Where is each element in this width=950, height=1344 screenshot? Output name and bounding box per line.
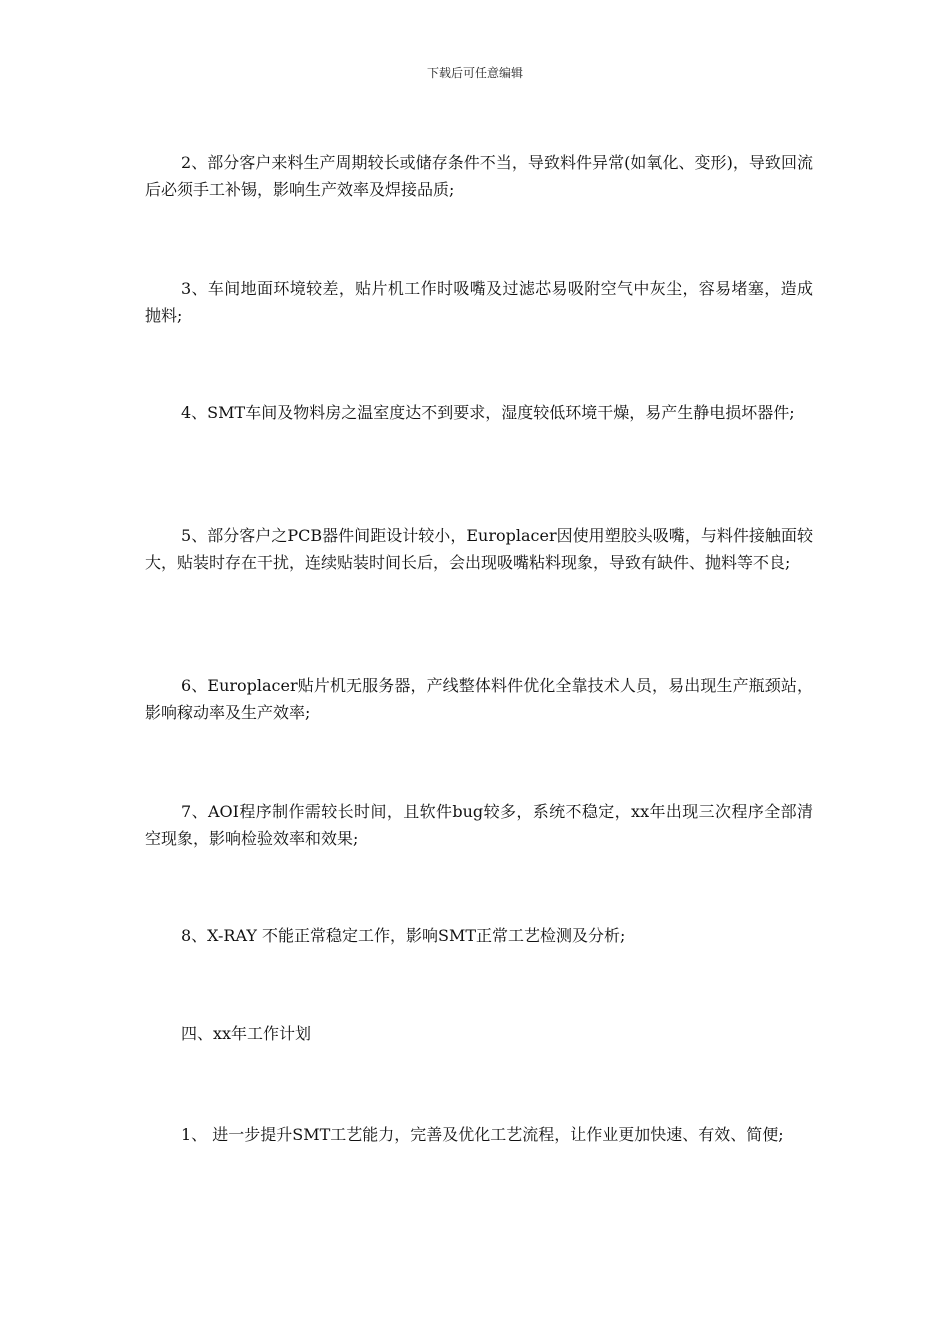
paragraph-item-8: 8、X-RAY 不能正常稳定工作，影响SMT正常工艺检测及分析; bbox=[181, 926, 626, 945]
paragraph-item-2: 2、部分客户来料生产周期较长或储存条件不当，导致料件异常(如氧化、变形)，导致回流后必须手工补锡，影响生产效率及焊接品质; bbox=[145, 153, 813, 199]
paragraph-item-4: 4、SMT车间及物料房之温室度达不到要求，湿度较低环境干燥，易产生静电损坏器件; bbox=[181, 403, 795, 422]
page-header: 下载后可任意编辑 bbox=[426, 66, 523, 80]
paragraph-item-3: 3、车间地面环境较差，贴片机工作时吸嘴及过滤芯易吸附空气中灰尘，容易堵塞，造成抛料; bbox=[145, 279, 813, 325]
section-heading-work-plan: 四、xx年工作计划 bbox=[181, 1024, 312, 1043]
paragraph-item-7: 7、AOI程序制作需较长时间，且软件bug较多，系统不稳定，xx年出现三次程序全部清空现象，影响检验效率和效果; bbox=[145, 802, 813, 848]
plan-item-1: 1、 进一步提升SMT工艺能力，完善及优化工艺流程，让作业更加快速、有效、简便; bbox=[181, 1125, 784, 1144]
paragraph-item-5: 5、部分客户之PCB器件间距设计较小，Europlacer因使用塑胶头吸嘴，与料件接触面较大，贴装时存在干扰，连续贴装时间长后，会出现吸嘴粘料现象，导致有缺件、抛料等不良; bbox=[145, 526, 813, 572]
paragraph-item-6: 6、Europlacer贴片机无服务器，产线整体料件优化全靠技术人员，易出现生产瓶颈站，影响稼动率及生产效率; bbox=[145, 676, 813, 722]
